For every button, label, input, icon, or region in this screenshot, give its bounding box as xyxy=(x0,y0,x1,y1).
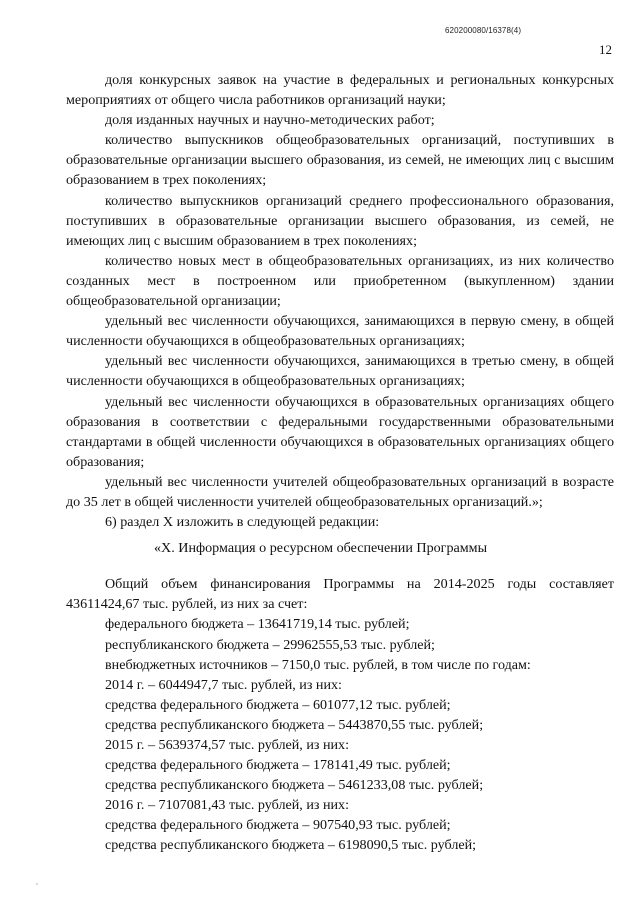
financing-2015-republican: средства республиканского бюджета – 5461233,08 тыс. рублей; xyxy=(105,777,484,794)
financing-year-2015: 2015 г. – 5639374,57 тыс. рублей, из них: xyxy=(105,737,350,753)
document-body xyxy=(66,70,614,856)
paragraph-published-works: доля изданных научных и научно-методических работ; xyxy=(105,112,435,129)
financing-extrabudgetary: внебюджетных источников – 7150,0 тыс. рублей, в том числе по годам: xyxy=(105,656,531,673)
paragraph-new-school-places: количество новых мест в общеобразовательных организациях, из них количество созданных мест в построенном или приобретенном (выкупленном) здании общеобразовательной организации; xyxy=(66,252,614,310)
paragraph-first-shift-share: удельный вес численности обучающихся, занимающихся в первую смену, в общей численности обучающихся в общеобразовательных организациях; xyxy=(66,313,614,350)
financing-total: Общий объем финансирования Программы на 2014-2025 годы составляет 43611424,67 тыс. рублей, из них за счет: xyxy=(66,576,614,613)
paragraph-section-amendment: 6) раздел X изложить в следующей редакции: xyxy=(105,514,380,531)
paragraph-young-teachers-share: удельный вес численности учителей общеобразовательных организаций в возрасте до 35 лет в общей численности учителей общеобразовательных организаций.»; xyxy=(66,473,614,510)
paragraph-vocational-graduates: количество выпускников организаций среднего профессионального образования, поступивших в образовательные организации высшего образования, из семей, не имеющих лиц с высшим образованием в трех поколениях; xyxy=(66,192,614,249)
financing-2016-federal: средства федерального бюджета – 907540,93 тыс. рублей; xyxy=(105,817,451,834)
financing-2014-federal: средства федерального бюджета – 601077,12 тыс. рублей; xyxy=(105,696,451,713)
paragraph-school-graduates: количество выпускников общеобразовательных организаций, поступивших в образовательные организации высшего образования, из семей, не имеющих лиц с высшим образованием в трех поколениях; xyxy=(66,132,614,189)
financing-2015-federal: средства федерального бюджета – 178141,49 тыс. рублей; xyxy=(105,757,451,774)
scan-artifact xyxy=(36,883,38,885)
financing-2014-republican: средства республиканского бюджета – 5443870,55 тыс. рублей; xyxy=(105,716,484,733)
paragraph-fgos-share: удельный вес численности обучающихся в образовательных организациях общего образования в соответствии с федеральными государственными образовательными стандартами в общей численности обучающихся в образовательных организациях общего образования; xyxy=(66,393,614,470)
page-number: 12 xyxy=(599,42,612,57)
document-id: 620200080/16378(4) xyxy=(445,26,522,35)
financing-year-2014: 2014 г. – 6044947,7 тыс. рублей, из них: xyxy=(105,676,342,693)
financing-federal: федерального бюджета – 13641719,14 тыс. рублей; xyxy=(105,616,410,633)
paragraph-competitive-applications: доля конкурсных заявок на участие в федеральных и региональных конкурсных мероприятиях от общего числа работников организаций науки; xyxy=(66,72,614,109)
paragraph-third-shift-share: удельный вес численности обучающихся, занимающихся в третью смену, в общей численности обучающихся в общеобразовательных организациях; xyxy=(66,353,614,390)
section-title: «X. Информация о ресурсном обеспечении Программы xyxy=(154,540,488,557)
financing-republican: республиканского бюджета – 29962555,53 тыс. рублей; xyxy=(105,636,435,653)
financing-year-2016: 2016 г. – 7107081,43 тыс. рублей, из них: xyxy=(105,797,350,814)
financing-2016-republican: средства республиканского бюджета – 6198090,5 тыс. рублей; xyxy=(105,837,477,854)
